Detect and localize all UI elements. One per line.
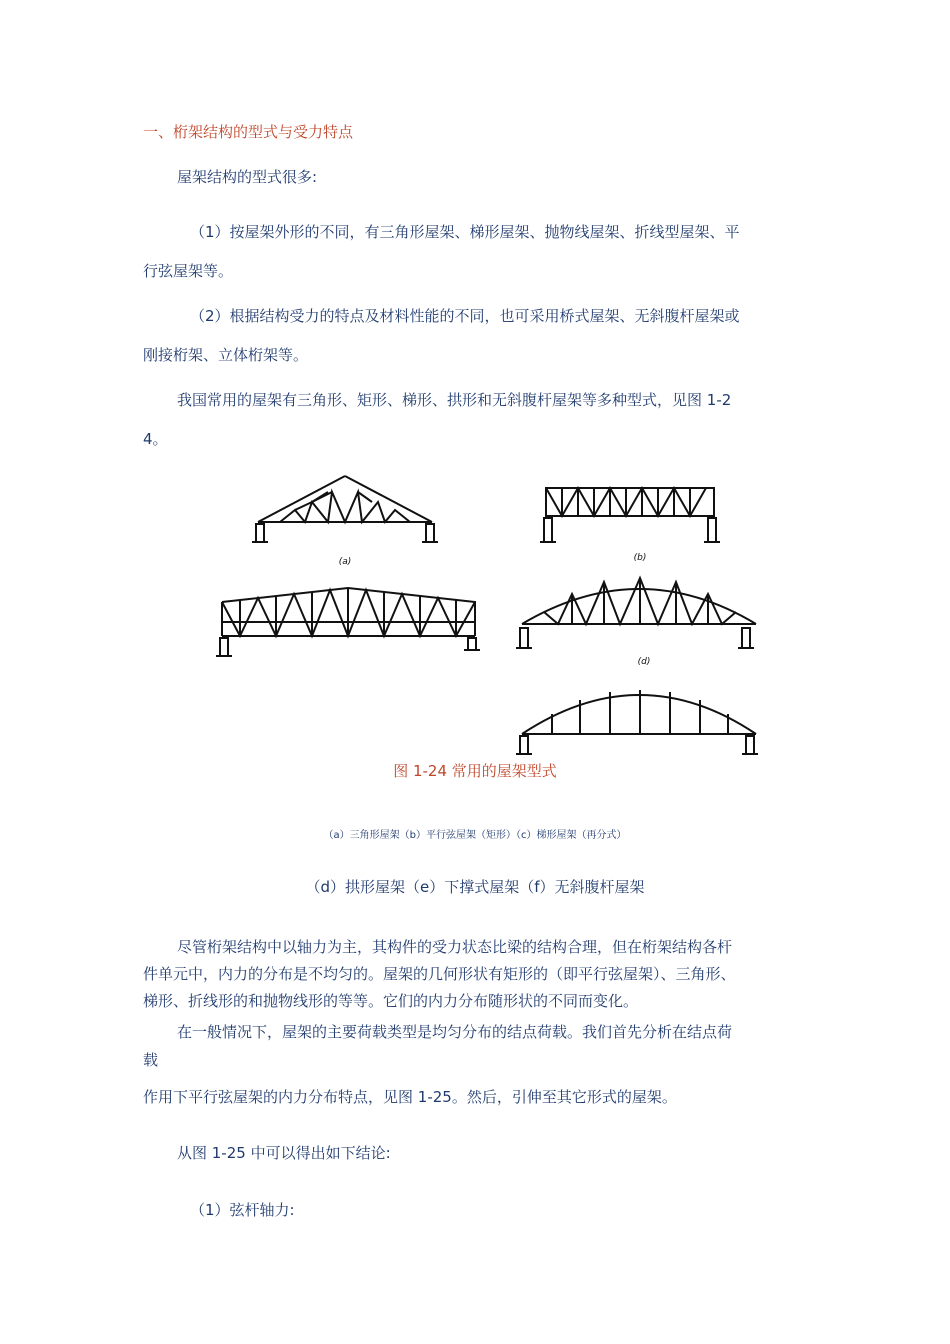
- para2-line1: 在一般情况下，屋架的主要荷载类型是均匀分布的结点荷载。我们首先分析在结点荷: [177, 1023, 733, 1041]
- para2-line3: 作用下平行弦屋架的内力分布特点，见图 1-25。然后，引伸至其它形式的屋架。: [143, 1088, 677, 1106]
- item1-line2: 行弦屋架等。: [143, 262, 234, 280]
- truss-a: [252, 476, 438, 542]
- conclusion-text: 从图 1-25 中可以得出如下结论:: [177, 1144, 391, 1162]
- para1-line2: 件单元中，内力的分布是不均匀的。屋架的几何形状有矩形的（即平行弦屋架）、三角形、: [143, 965, 736, 983]
- truss-f: [516, 690, 758, 754]
- truss-figure: [200, 472, 780, 762]
- item2-line1: （2）根据结构受力的特点及材料性能的不同，也可采用桥式屋架、无斜腹杆屋架或: [190, 307, 740, 325]
- item1-line1: （1）按屋架外形的不同，有三角形屋架、梯形屋架、抛物线屋架、折线型屋架、平: [190, 223, 740, 241]
- figure-caption: （d）拱形屋架（e）下撑式屋架（f）无斜腹杆屋架: [305, 878, 645, 896]
- label-d: (d): [637, 657, 651, 667]
- truss-d: [516, 578, 756, 648]
- truss-drawings: [200, 472, 780, 762]
- figure-title: 图 1-24 常用的屋架型式: [393, 762, 557, 780]
- label-a: (a): [338, 557, 352, 567]
- common-line2: 4。: [143, 430, 168, 448]
- para1-line3: 梯形、折线形的和抛物线形的等等。它们的内力分布随形状的不同而变化。: [143, 992, 639, 1010]
- label-b: (b): [633, 553, 647, 563]
- para1-line1: 尽管桁架结构中以轴力为主，其构件的受力状态比梁的结构合理，但在桁架结构各杆: [177, 938, 733, 956]
- para2-line2: 载: [143, 1051, 159, 1069]
- common-line1: 我国常用的屋架有三角形、矩形、梯形、拱形和无斜腹杆屋架等多种型式，见图 1-2: [177, 391, 732, 409]
- item-last: （1）弦杆轴力:: [190, 1201, 295, 1219]
- section-heading: 一、桁架结构的型式与受力特点: [143, 123, 354, 141]
- figure-caption-small: （a）三角形屋架（b）平行弦屋架（矩形）（c）梯形屋架（再分式）: [323, 830, 627, 841]
- item2-line2: 刚接桁架、立体桁架等。: [143, 346, 309, 364]
- truss-c: [216, 588, 480, 656]
- intro-text: 屋架结构的型式很多:: [177, 168, 318, 186]
- truss-b: [540, 488, 720, 542]
